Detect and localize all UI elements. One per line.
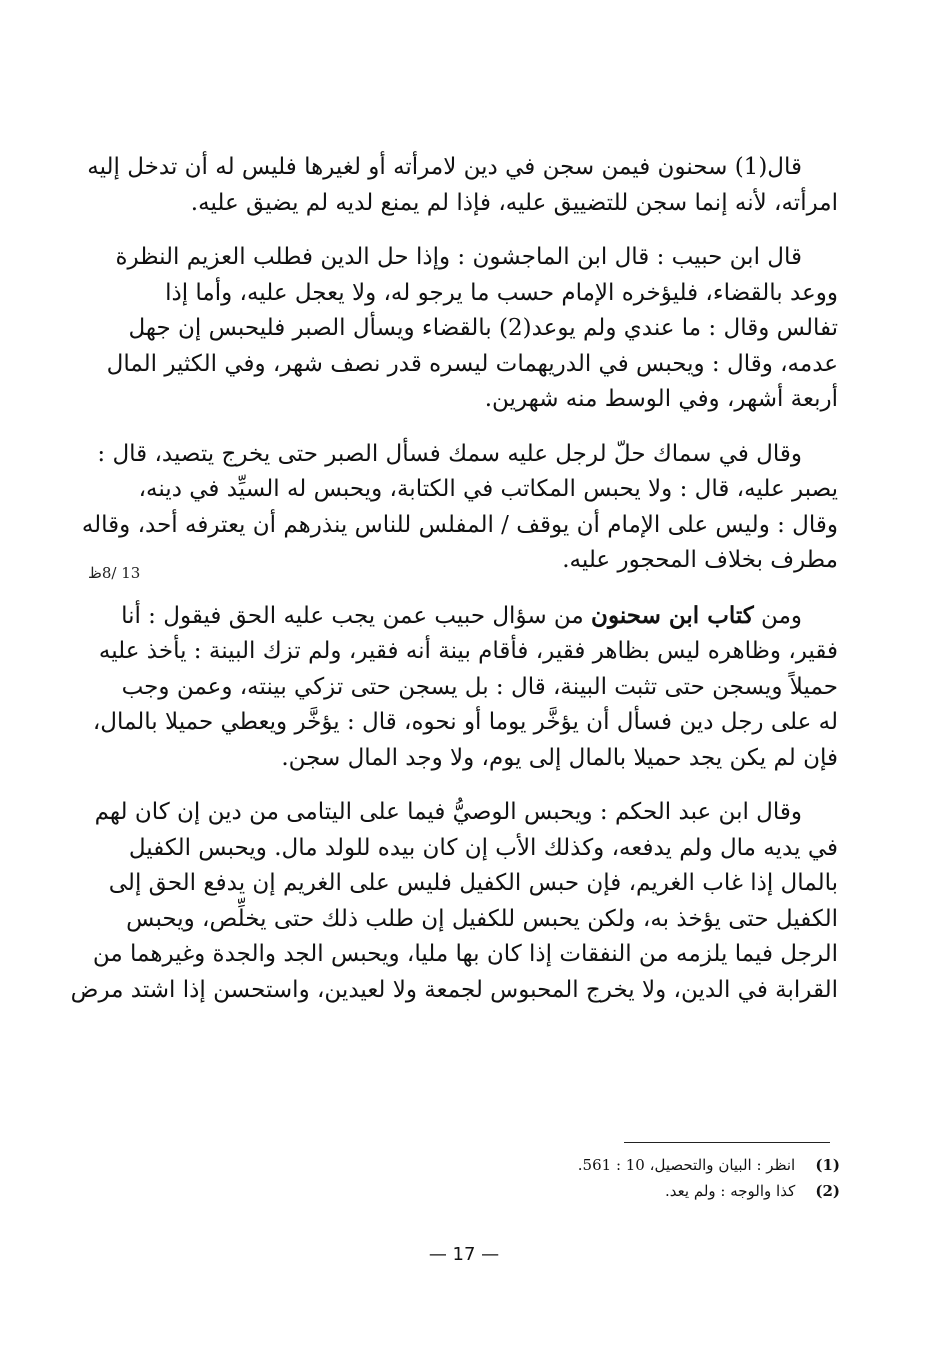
- text-line: ووعد بالقضاء، فليؤخره الإمام حسب ما يرجو له، ولا يعجل عليه، وأما إذا: [165, 279, 838, 306]
- text-line: أربعة أشهر، وفي الوسط منه شهرين.: [484, 386, 838, 412]
- text-line: له على رجل دين فسأل أن يؤخَّر يوما أو نحوه، قال : يؤخَّر ويعطي حميلا بالمال،: [92, 709, 838, 735]
- text-line: وقال : وليس على الإمام أن يوقف / المفلس للناس ينذرهم أن يعترفه أحد، وقاله: [81, 511, 838, 538]
- text-line: ومن كتاب ابن سحنون من سؤال حبيب عمن يجب عليه الحق فيقول : أنا: [121, 601, 802, 629]
- paragraph-2: [106, 240, 838, 418]
- footnote-2: [400, 1178, 840, 1204]
- paragraph-1: [87, 150, 838, 221]
- text-line: وقال ابن عبد الحكم : ويحبس الوصيُّ فيما على اليتامى من دين إن كان لهم: [94, 799, 802, 825]
- text-line: فقير، وظاهره ليس بظاهر فقير، فأقام بينة أنه فقير، ولم تزك البينة : يأخذ عليه: [98, 638, 838, 664]
- text-line: بالمال إذا غاب الغريم، فإن حبس الكفيل فليس على الغريم إن يدفع الحق إلى: [108, 870, 838, 896]
- text-line: في يديه مال ولم يدفعه، وكذلك الأب إن كان بيده للولد مال. ويحبس الكفيل: [128, 834, 838, 861]
- text-line: وقال في سماك حلّ لرجل عليه سمك فسأل الصبر حتى يخرج يتصيد، قال :: [97, 440, 802, 467]
- text-line: الرجل فيما يلزمه من النفقات إذا كان بها مليا، ويحبس الجد والجدة وغيرهما من: [92, 941, 838, 967]
- footnote-number: (2): [815, 1182, 840, 1200]
- footnotes: [400, 1152, 840, 1204]
- text-line: قال(1) سحنون فيمن سجن في دين لامرأته أو لغيرها فليس له أن تدخل إليه: [87, 154, 802, 180]
- text-line: امرأته، لأنه إنما سجن للتضييق عليه، فإذا لم يمنع لديه لم يضيق عليه.: [190, 189, 838, 216]
- footnote-number: (1): [815, 1156, 840, 1174]
- paragraph-4: [92, 598, 838, 777]
- text-line: الكفيل حتى يؤخذ به، ولكن يحبس للكفيل إن طلب ذلك حتى يخلِّص، ويحبس: [126, 905, 838, 932]
- paragraph-5: [70, 795, 838, 1008]
- footnote-text: كذا والوجه : ولم يعد.: [665, 1182, 796, 1200]
- text-line: تفالس وقال : ما عندي ولم يوعد(2) بالقضاء ويسأل الصبر فليحبس إن جهل: [128, 315, 838, 341]
- text-line: عدمه، وقال : ويحبس في الدريهمات ليسره قدر نصف شهر، وفي الكثير المال: [106, 350, 838, 377]
- footnote-text: انظر : البيان والتحصيل، 10 : 561.: [577, 1156, 796, 1174]
- footnote-divider: [624, 1142, 830, 1143]
- text-line: حميلاً ويسجن حتى تثبت البينة، قال : بل يسجن حتى تزكي بينته، وعمن وجب: [121, 673, 838, 700]
- text-line: فإن لم يكن يجد حميلا بالمال إلى يوم، ولا وجد المال سجن.: [281, 744, 838, 771]
- manuscript-folio-note: 13 /8ظ: [88, 564, 141, 582]
- footnote-1: [400, 1152, 840, 1178]
- bold-book-title: كتاب ابن سحنون: [591, 601, 754, 629]
- text-line: القرابة في الدين، ولا يخرج المحبوس لجمعة ولا لعيدين، واستحسن إذا اشتد مرض: [70, 976, 838, 1003]
- page-number: — 17 —: [428, 1244, 500, 1265]
- text-line: يصبر عليه، قال : ولا يحبس المكاتب في الكتابة، ويحبس له السيِّد في دينه،: [138, 476, 838, 502]
- text-line: مطرف بخلاف المحجور عليه.: [562, 547, 838, 573]
- text-line: قال ابن حبيب : قال ابن الماجشون : وإذا حل الدين فطلب العزيم النظرة: [115, 244, 802, 270]
